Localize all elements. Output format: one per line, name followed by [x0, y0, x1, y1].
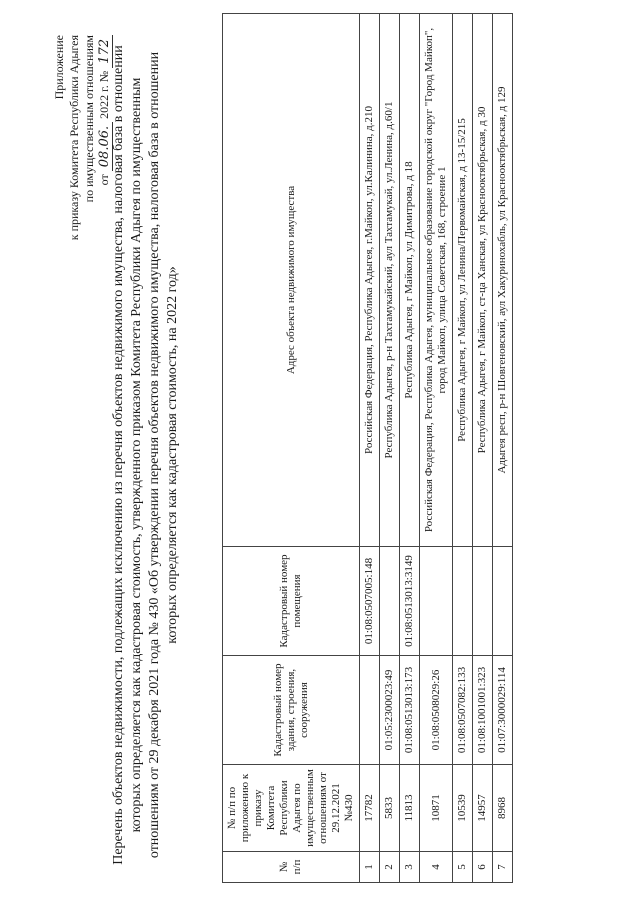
cell-ref: 11813 — [400, 765, 420, 852]
cell-num: 7 — [493, 852, 513, 883]
cell-ref: 10871 — [420, 765, 453, 852]
cell-num: 3 — [400, 852, 420, 883]
cell-ref: 10539 — [453, 765, 473, 852]
table-row — [473, 14, 493, 883]
cell-premises — [473, 547, 493, 656]
header-address: Адрес объекта недвижимого имущества — [223, 14, 360, 547]
table-row — [380, 14, 400, 883]
cell-building: 01:08:0513013:173 — [400, 656, 420, 765]
cell-address: Республика Адыгея, г Майкоп, ул Димитрова, д 18 — [400, 14, 420, 547]
cell-building: 01:08:0507082:133 — [453, 656, 473, 765]
cell-ref: 5833 — [380, 765, 400, 852]
cell-address: Российская Федерация, Республика Адыгея, муниципальное образование городской округ "Город Майкоп", город Майкоп, улица Советская, 168, строение 1 — [420, 14, 453, 547]
header-num: № п/п — [223, 852, 360, 883]
cell-address: Республика Адыгея, г Майкоп, ст-ца Ханская, ул Краснооктябрьская, д 30 — [473, 14, 493, 547]
cell-ref: 14957 — [473, 765, 493, 852]
table-row — [420, 14, 453, 883]
cell-premises: 01:08:0507005:148 — [360, 547, 380, 656]
date-year: 2022 г. — [97, 85, 111, 119]
order-number-handwritten: 172 — [97, 35, 113, 68]
cell-premises — [493, 547, 513, 656]
objects-table — [222, 13, 513, 883]
cell-num: 1 — [360, 852, 380, 883]
cell-premises — [380, 547, 400, 656]
table-row — [453, 14, 473, 883]
date-prefix: от — [97, 174, 111, 186]
header-premises: Кадастровый номер помещения — [223, 547, 360, 656]
cell-premises — [420, 547, 453, 656]
table-row — [493, 14, 513, 883]
cell-ref: 17782 — [360, 765, 380, 852]
cell-num: 5 — [453, 852, 473, 883]
appendix-header — [52, 35, 112, 240]
table-row — [400, 14, 420, 883]
cell-ref: 8968 — [493, 765, 513, 852]
cell-premises — [453, 547, 473, 656]
cell-building: 01:08:1001001:323 — [473, 656, 493, 765]
cell-building: 01:05:2300023:49 — [380, 656, 400, 765]
cell-num: 4 — [420, 852, 453, 883]
document-title: Перечень объектов недвижимости, подлежащих исключению из перечня объектов недвижимого имущества, налоговая база в отношении которых определяется как кадастровая стоимость, утвержденного приказом Комитета Республики Адыгея по имущественным отношениям от 29 декабря 2021 года № 430 «Об утверждении перечня объектов недвижимого имущества, налоговая база в отношении которых определяется как кадастровая стоимость, на 2022 год» — [111, 45, 180, 865]
header-building: Кадастровый номер здания, строения, сооружения — [223, 656, 360, 765]
cell-address: Республика Адыгея, г Майкоп, ул Ленина/Первомайская, д 13-15/215 — [453, 14, 473, 547]
appendix-committee: по имущественным отношениям — [82, 35, 96, 203]
table-header-row — [223, 14, 360, 883]
cell-building: 01:08:0508029:26 — [420, 656, 453, 765]
cell-premises: 01:08:0513013:3149 — [400, 547, 420, 656]
table-row — [360, 14, 380, 883]
cell-building — [360, 656, 380, 765]
number-prefix: № — [97, 70, 111, 83]
cell-address: Российская Федерация, Республика Адыгея, г.Майкоп, ул.Калинина, д.210 — [360, 14, 380, 547]
appendix-order-ref: к приказу Комитета Республики Адыгея — [67, 35, 81, 241]
cell-address: Республика Адыгея, р-н Тахтамукайский, аул Тахтамукай, ул.Ленина, д.60/1 — [380, 14, 400, 547]
cell-building: 01:07:3000029:114 — [493, 656, 513, 765]
date-day-handwritten: 08.06. — [97, 122, 113, 171]
cell-num: 6 — [473, 852, 493, 883]
header-ref: № п/п по приложению к приказу Комитета Республики Адыгея по имущественным отношениям от 29.12.2021 №430 — [223, 765, 360, 852]
appendix-title: Приложение — [52, 35, 66, 100]
cell-address: Адыгея респ, р-н Шовгеновский, аул Хакуринохабль, ул Краснооктябрьская, д 129 — [493, 14, 513, 547]
cell-num: 2 — [380, 852, 400, 883]
